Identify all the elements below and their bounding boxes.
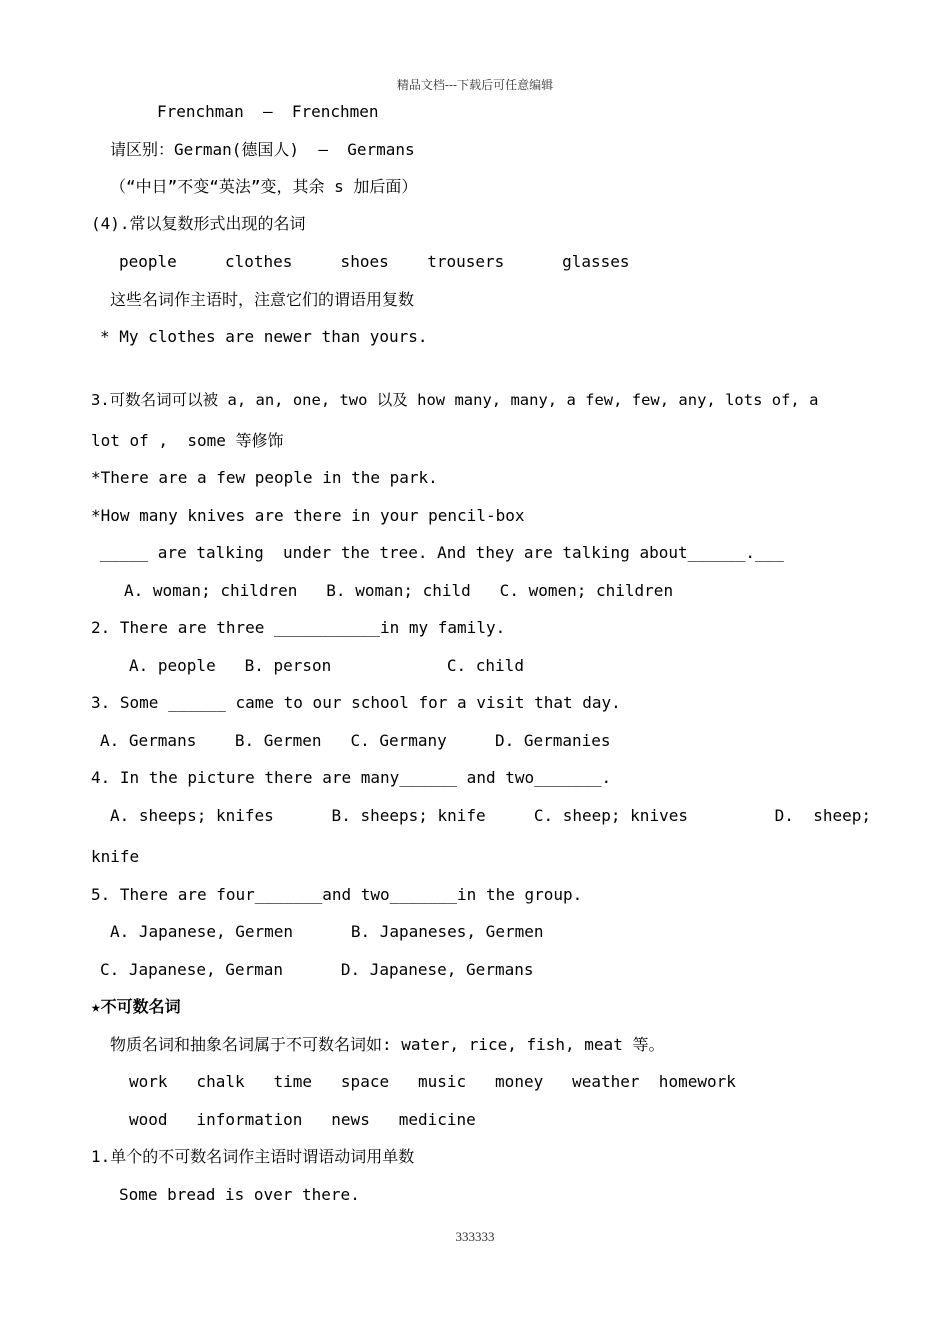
- text-line: （“中日”不变“英法”变，其余 s 加后面）: [110, 177, 418, 196]
- options-line: A. sheeps; knifes B. sheeps; knife C. sheep; knives D. sheep;: [110, 806, 871, 825]
- question-line: _____ are talking under the tree. And they are talking about______.___: [100, 543, 784, 562]
- text-line: *There are a few people in the park.: [91, 468, 438, 487]
- page-header: 精品文档---下载后可任意编辑: [396, 78, 554, 92]
- text-line: 这些名词作主语时，注意它们的谓语用复数: [110, 290, 415, 309]
- section-heading: ★不可数名词: [91, 997, 181, 1016]
- text-line: Some bread is over there.: [119, 1185, 360, 1204]
- options-line: A. woman; children B. woman; child C. women; children: [124, 581, 674, 600]
- page-footer: 333333: [455, 1229, 495, 1244]
- question-line: 4. In the picture there are many______ and two_______.: [91, 768, 612, 787]
- text-line: *How many knives are there in your pencil-box: [91, 506, 525, 525]
- word-list-line: work chalk time space music money weather homework: [129, 1072, 736, 1091]
- options-line: A. people B. person C. child: [129, 656, 524, 675]
- options-line: knife: [91, 847, 140, 866]
- text-line: people clothes shoes trousers glasses: [119, 252, 630, 271]
- word-list-line: wood information news medicine: [129, 1110, 476, 1129]
- question-line: 3. Some ______ came to our school for a visit that day.: [91, 693, 621, 712]
- text-line: 3.可数名词可以被 a, an, one, two 以及 how many, many, a few, few, any, lots of, a: [91, 391, 819, 409]
- question-line: 5. There are four_______and two_______in the group.: [91, 885, 583, 904]
- options-line: A. Japanese, Germen B. Japaneses, Germen: [110, 922, 544, 941]
- options-line: C. Japanese, German D. Japanese, Germans: [100, 960, 534, 979]
- text-line: lot of , some 等修饰: [91, 431, 284, 450]
- text-line: Frenchman – Frenchmen: [157, 102, 379, 121]
- text-line: 请区别：German(德国人) – Germans: [110, 140, 415, 159]
- text-line: 1.单个的不可数名词作主语时谓语动词用单数: [91, 1147, 415, 1166]
- text-line: * My clothes are newer than yours.: [100, 327, 428, 346]
- text-line: 物质名词和抽象名词属于不可数名词如: water, rice, fish, meat 等。: [110, 1035, 665, 1054]
- options-line: A. Germans B. Germen C. Germany D. Germanies: [100, 731, 611, 750]
- question-line: 2. There are three ___________in my family.: [91, 618, 506, 637]
- text-line: (4).常以复数形式出现的名词: [91, 214, 306, 233]
